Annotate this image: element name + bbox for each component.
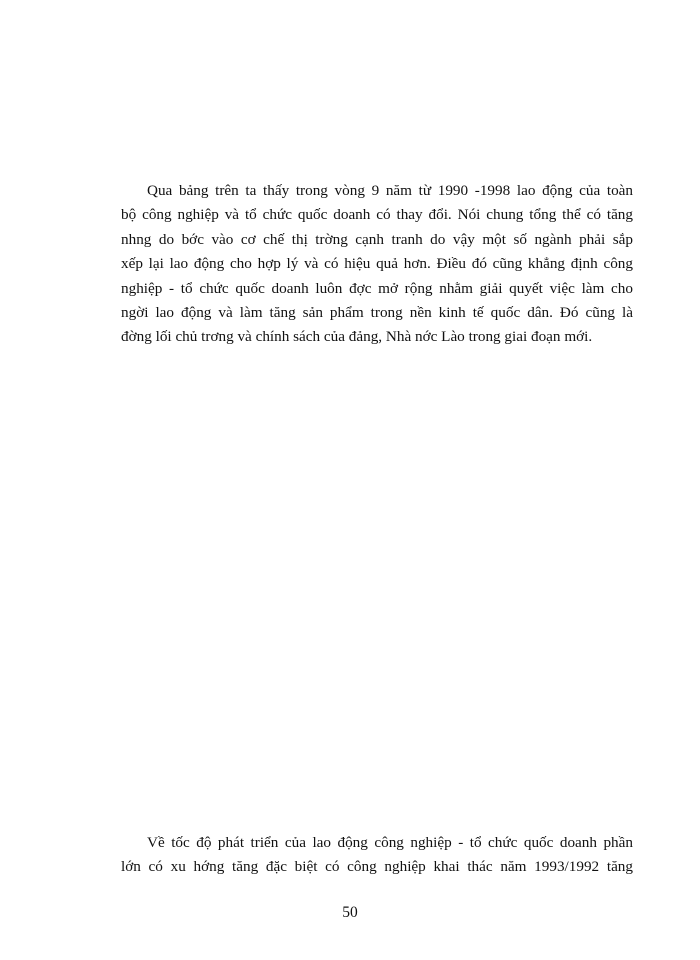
text-line: Về tốc độ phát triển của lao động công nghiệp - tổ chức quốc doanh phần <box>147 834 633 851</box>
text-line: lớn có xu hớng tăng đặc biệt có công nghiệp khai thác năm 1993/1992 tăng <box>121 858 633 876</box>
page-number: 50 <box>342 904 358 921</box>
body-paragraph-1 <box>121 180 633 351</box>
text-line: bộ công nghiệp và tổ chức quốc doanh có thay đổi. Nói chung tổng thể có tăng <box>121 206 633 224</box>
text-line: nhng do bớc vào cơ chế thị trờng cạnh tranh do vậy một số ngành phải sắp <box>121 230 633 248</box>
text-line: đờng lối chủ trơng và chính sách của đảng, Nhà nớc Lào trong giai đoạn mới. <box>121 328 593 346</box>
body-paragraph-2 <box>121 832 633 881</box>
text-line: xếp lại lao động cho hợp lý và có hiệu quả hơn. Điều đó cũng khẳng định công <box>121 255 633 273</box>
text-line: ngời lao động và làm tăng sản phẩm trong nền kinh tế quốc dân. Đó cũng là <box>121 303 633 321</box>
text-line: Qua bảng trên ta thấy trong vòng 9 năm từ 1990 -1998 lao động của toàn <box>147 182 633 199</box>
text-line: nghiệp - tổ chức quốc doanh luôn đợc mở rộng nhằm giải quyết việc làm cho <box>121 279 633 297</box>
